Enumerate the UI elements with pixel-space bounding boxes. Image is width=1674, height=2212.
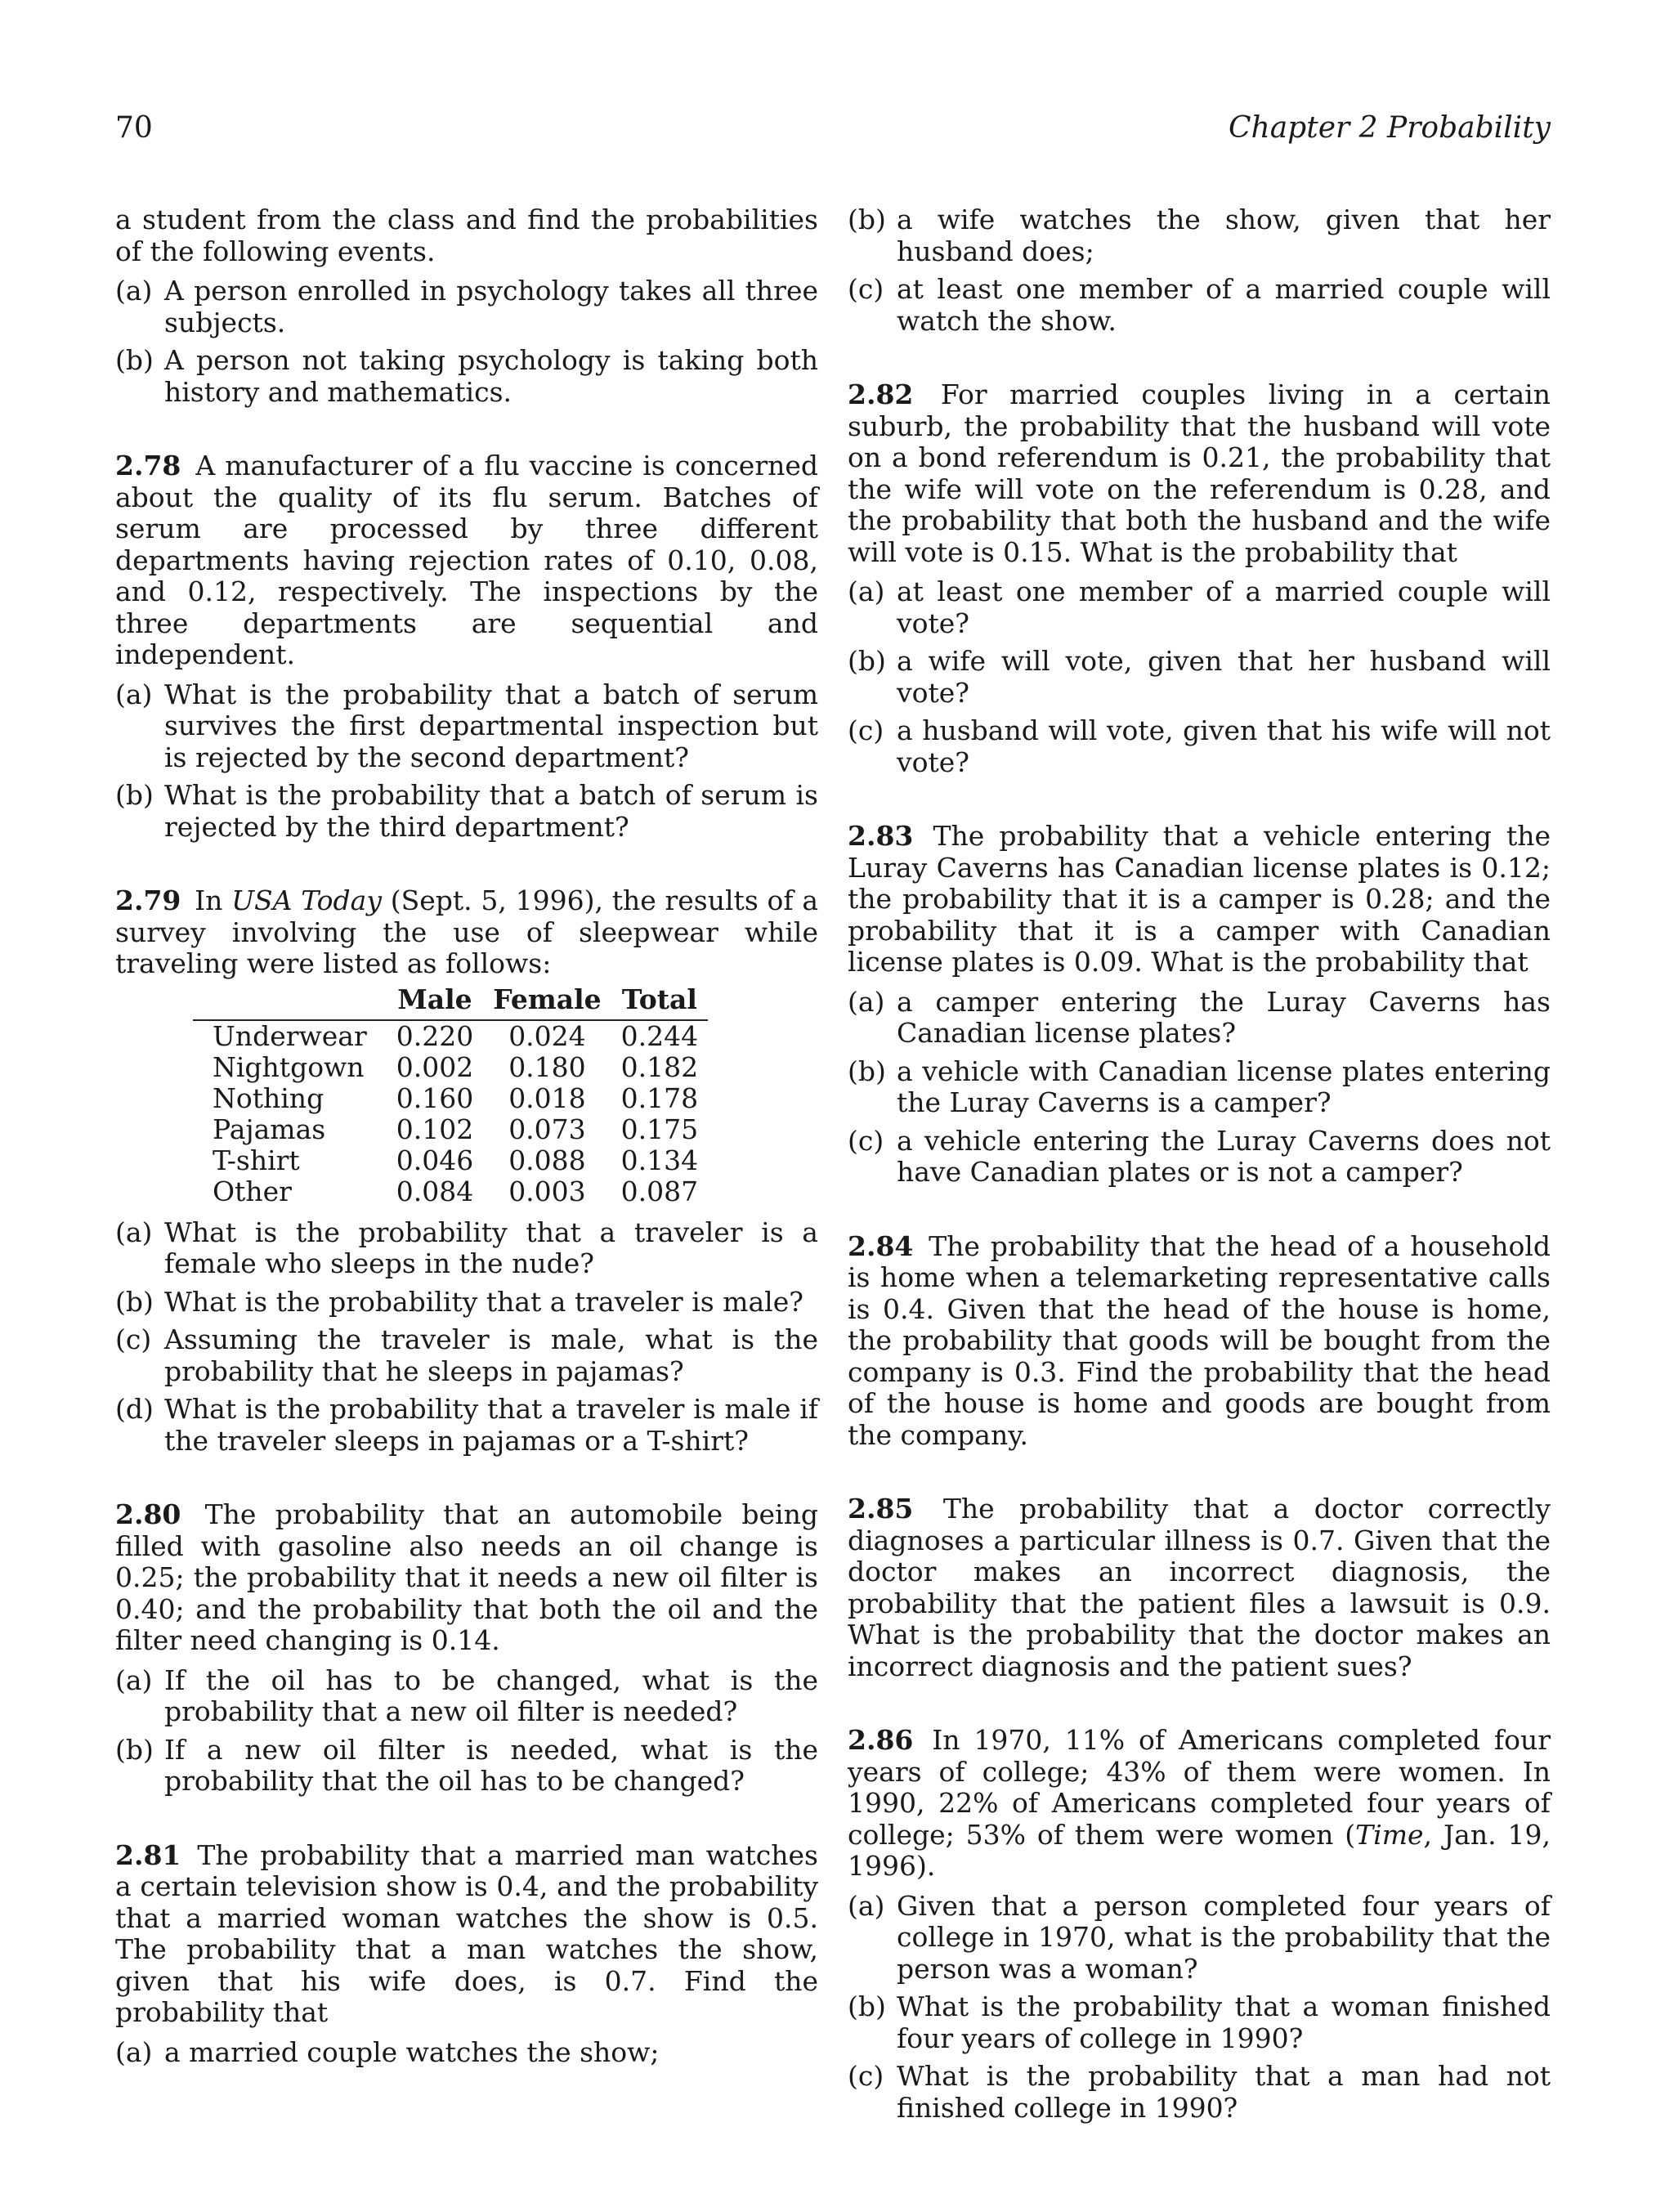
problem-parts xyxy=(848,987,1551,1189)
right-column xyxy=(848,204,1551,2124)
problem-parts xyxy=(848,1891,1551,2125)
cell-male: 0.002 xyxy=(396,1050,474,1083)
problem-statement xyxy=(115,1840,818,2029)
part-label: (a) xyxy=(115,1663,153,1696)
row-label: Other xyxy=(213,1175,292,1207)
cell-total: 0.134 xyxy=(620,1144,699,1176)
part-label: (c) xyxy=(848,273,884,305)
problem-2-78 xyxy=(115,450,818,843)
cell-total: 0.244 xyxy=(620,1019,699,1052)
problem-text: (Sept. 5, 1996), the results of a survey involving the use of sleepwear while traveling were listed as follows: xyxy=(115,884,819,979)
table-row xyxy=(193,1145,708,1176)
problem-part xyxy=(848,1991,1551,2054)
problem-part xyxy=(848,715,1551,778)
part-text: at least one member of a married couple will vote? xyxy=(897,575,1551,639)
problem-text: The probability that a married man watches a certain television show is 0.4, and the probability that a married woman watches the show is 0.5. The probability that a man watches the show, given that his wife does, is 0.7. Find the probability that xyxy=(115,1838,818,2028)
part-label: (b) xyxy=(848,204,886,235)
problem-text: The probability that an automobile being filled with gasoline also needs an oil change is 0.25; the probability that it needs a new oil filter is 0.40; and the probability that both the oil and the filter need changing is 0.14. xyxy=(115,1498,818,1656)
problem-number: 2.83 xyxy=(848,820,914,852)
problem-part xyxy=(848,1126,1551,1189)
cell-male: 0.220 xyxy=(396,1019,474,1052)
problem-number: 2.80 xyxy=(115,1498,181,1530)
part-text: at least one member of a married couple will watch the show. xyxy=(897,273,1551,337)
problem-number: 2.79 xyxy=(115,884,181,916)
part-text: a husband will vote, given that his wife will not vote? xyxy=(897,714,1551,778)
problem-part xyxy=(115,780,818,843)
cell-male: 0.084 xyxy=(396,1175,474,1207)
problem-number: 2.78 xyxy=(115,450,181,481)
problem-part xyxy=(848,274,1551,337)
part-label: (a) xyxy=(848,575,885,607)
row-label: Underwear xyxy=(213,1019,367,1052)
part-label: (b) xyxy=(115,344,154,376)
part-label: (a) xyxy=(115,2035,153,2068)
problem-text: a student from the class and find the probabilities of the following events. xyxy=(115,204,818,267)
part-text: Assuming the traveler is male, what is the probability that he sleeps in pajamas? xyxy=(164,1323,818,1387)
cell-female: 0.073 xyxy=(508,1113,586,1145)
part-text: A person enrolled in psychology takes all three subjects. xyxy=(164,275,818,338)
problem-number: 2.82 xyxy=(848,378,914,410)
problem-statement xyxy=(848,1493,1551,1682)
problem-statement xyxy=(848,1231,1551,1452)
cell-female: 0.003 xyxy=(508,1175,586,1207)
problem-part xyxy=(848,646,1551,709)
part-label: (b) xyxy=(115,779,154,811)
part-text: a wife watches the show, given that her husband does; xyxy=(897,204,1551,267)
table-header-male: Male xyxy=(387,982,483,1020)
problem-part xyxy=(848,576,1551,639)
cell-male: 0.046 xyxy=(396,1144,474,1176)
part-label: (a) xyxy=(848,1889,885,1922)
cell-male: 0.102 xyxy=(396,1113,474,1145)
part-text: If a new oil filter is needed, what is the probability that the oil has to be changed? xyxy=(164,1733,818,1797)
part-label: (b) xyxy=(848,1990,886,2022)
problem-2-81 xyxy=(115,1840,818,2069)
part-text: What is the probability that a batch of serum is rejected by the third department? xyxy=(164,779,818,843)
part-text: a married couple watches the show; xyxy=(164,2035,660,2068)
table-header-row xyxy=(193,982,708,1020)
cell-total: 0.175 xyxy=(620,1113,699,1145)
problem-parts xyxy=(115,2037,818,2069)
table-row xyxy=(193,1114,708,1145)
problem-2-84 xyxy=(848,1231,1551,1452)
table-header-female: Female xyxy=(483,982,611,1020)
left-column xyxy=(115,204,818,2068)
part-label: (b) xyxy=(115,1733,154,1766)
part-text: What is the probability that a traveler is male if the traveler sleeps in pajamas or a T-shirt? xyxy=(164,1393,818,1457)
part-text: If the oil has to be changed, what is the probability that a new oil filter is needed? xyxy=(164,1663,818,1727)
part-label: (b) xyxy=(848,645,886,677)
cell-total: 0.182 xyxy=(620,1050,699,1083)
problem-statement xyxy=(115,1499,818,1657)
problem-parts xyxy=(848,576,1551,778)
cell-female: 0.018 xyxy=(508,1081,586,1114)
problem-text: For married couples living in a certain suburb, the probability that the husband will vote on a bond referendum is 0.21, the probability that the wife will vote on the referendum is 0.28, and the probability that both the husband and the wife will vote is 0.15. What is the probability that xyxy=(848,378,1551,568)
problem-statement xyxy=(848,1725,1551,1883)
part-text: What is the probability that a batch of serum survives the first departmental inspection but is rejected by the second department? xyxy=(164,678,818,773)
row-label: Nothing xyxy=(213,1081,325,1114)
part-label: (b) xyxy=(115,1285,154,1318)
problem-2-83 xyxy=(848,821,1551,1189)
problem-part xyxy=(115,1287,818,1319)
part-label: (c) xyxy=(848,1124,884,1157)
continued-problem-2-81 xyxy=(848,204,1551,337)
problem-parts xyxy=(115,275,818,408)
problem-text: The probability that a doctor correctly diagnoses a particular illness is 0.7. Given that the doctor makes an incorrect diagnosis, the probability that the patient files a lawsuit is 0.9. What is the probability that the doctor makes an incorrect diagnosis and the patient sues? xyxy=(848,1493,1551,1682)
problem-part xyxy=(848,1891,1551,1986)
problem-parts xyxy=(115,1665,818,1798)
problem-part xyxy=(115,345,818,408)
part-text: a camper entering the Luray Caverns has Canadian license plates? xyxy=(897,985,1551,1049)
page-header xyxy=(115,111,1551,152)
problem-2-86 xyxy=(848,1725,1551,2124)
problem-2-85 xyxy=(848,1493,1551,1682)
table-row xyxy=(193,1176,708,1207)
part-label: (c) xyxy=(115,1323,152,1355)
table-header-total: Total xyxy=(611,982,708,1020)
problem-text: The probability that a vehicle entering the Luray Caverns has Canadian license plates is 0.12; the probability that it is a camper is 0.28; and the probability that it is a camper with Canadian license plates is 0.09. What is the probability that xyxy=(848,820,1551,978)
problem-parts xyxy=(115,679,818,844)
problem-number: 2.86 xyxy=(848,1724,914,1756)
problem-part xyxy=(848,2061,1551,2124)
problem-text: In 1970, 11% of Americans completed four years of college; 43% of them were women. In 1990, 22% of Americans completed four years of college; 53% of them were women ( xyxy=(848,1724,1551,1851)
table-row xyxy=(193,1052,708,1083)
problem-part xyxy=(115,2037,818,2069)
problem-2-79 xyxy=(115,885,818,1457)
part-label: (a) xyxy=(115,1216,153,1248)
problem-part xyxy=(848,987,1551,1050)
table-row xyxy=(193,1020,708,1052)
table-row xyxy=(193,1083,708,1114)
cell-total: 0.178 xyxy=(620,1081,699,1114)
part-label: (a) xyxy=(848,985,885,1018)
part-text: a wife will vote, given that her husband will vote? xyxy=(897,645,1551,709)
part-label: (b) xyxy=(848,1055,886,1087)
part-label: (c) xyxy=(848,714,884,746)
cell-total: 0.087 xyxy=(620,1175,699,1207)
continued-problem xyxy=(115,204,818,408)
problem-2-80 xyxy=(115,1499,818,1798)
part-text: What is the probability that a traveler is a female who sleeps in the nude? xyxy=(164,1216,818,1279)
problem-parts xyxy=(848,204,1551,337)
problem-part xyxy=(115,1394,818,1457)
cell-female: 0.088 xyxy=(508,1144,586,1176)
problem-statement xyxy=(115,885,818,980)
problem-number: 2.84 xyxy=(848,1229,914,1262)
problem-part xyxy=(115,1324,818,1387)
part-label: (d) xyxy=(115,1393,154,1425)
sleepwear-table xyxy=(193,982,708,1207)
running-head: Chapter 2 Probability xyxy=(1228,111,1551,145)
table-header-blank xyxy=(193,982,387,1020)
problem-number: 2.81 xyxy=(115,1838,181,1871)
problem-2-82 xyxy=(848,379,1551,778)
page-number: 70 xyxy=(115,111,153,145)
part-label: (c) xyxy=(848,2060,884,2092)
problem-statement xyxy=(848,821,1551,978)
part-text: a vehicle with Canadian license plates entering the Luray Caverns is a camper? xyxy=(897,1055,1551,1118)
problem-parts xyxy=(115,1217,818,1458)
problem-text: The probability that the head of a household is home when a telemarketing representative calls is 0.4. Given that the head of the house is home, the probability that goods will be bought from the company is 0.3. Find the probability that the head of the house is home and goods are bought from the company. xyxy=(848,1229,1551,1451)
part-text: What is the probability that a man had not finished college in 1990? xyxy=(897,2060,1551,2124)
problem-statement xyxy=(848,379,1551,568)
problem-number: 2.85 xyxy=(848,1493,914,1525)
row-label: Pajamas xyxy=(213,1113,326,1145)
part-text: Given that a person completed four years of college in 1970, what is the probability that the person was a woman? xyxy=(897,1889,1551,1985)
source-citation: USA Today xyxy=(231,884,382,916)
problem-part xyxy=(115,1735,818,1798)
problem-text: In xyxy=(195,884,223,916)
problem-part xyxy=(115,1665,818,1728)
part-text: A person not taking psychology is taking both history and mathematics. xyxy=(164,344,818,408)
problem-part xyxy=(848,204,1551,267)
cell-female: 0.024 xyxy=(508,1019,586,1052)
problem-text: A manufacturer of a flu vaccine is concerned about the quality of its flu serum. Batches of serum are processed by three different departments having rejection rates of 0.10, 0.08, and 0.12, respectively. The inspections by the three departments are sequential and independent. xyxy=(115,450,818,670)
cell-female: 0.180 xyxy=(508,1050,586,1083)
part-label: (a) xyxy=(115,275,153,307)
problem-text: , Jan. 19, 1996). xyxy=(848,1818,1551,1882)
problem-statement xyxy=(115,450,818,671)
problem-part xyxy=(115,1217,818,1280)
part-text: What is the probability that a woman finished four years of college in 1990? xyxy=(897,1990,1551,2054)
part-text: What is the probability that a traveler is male? xyxy=(164,1285,803,1318)
part-label: (a) xyxy=(115,678,153,710)
problem-part xyxy=(115,275,818,338)
problem-part xyxy=(848,1056,1551,1119)
row-label: Nightgown xyxy=(213,1050,365,1083)
source-citation: Time xyxy=(1355,1818,1424,1851)
problem-part xyxy=(115,679,818,774)
part-text: a vehicle entering the Luray Caverns does not have Canadian plates or is not a camper? xyxy=(897,1124,1551,1188)
cell-male: 0.160 xyxy=(396,1081,474,1114)
row-label: T-shirt xyxy=(213,1144,300,1176)
